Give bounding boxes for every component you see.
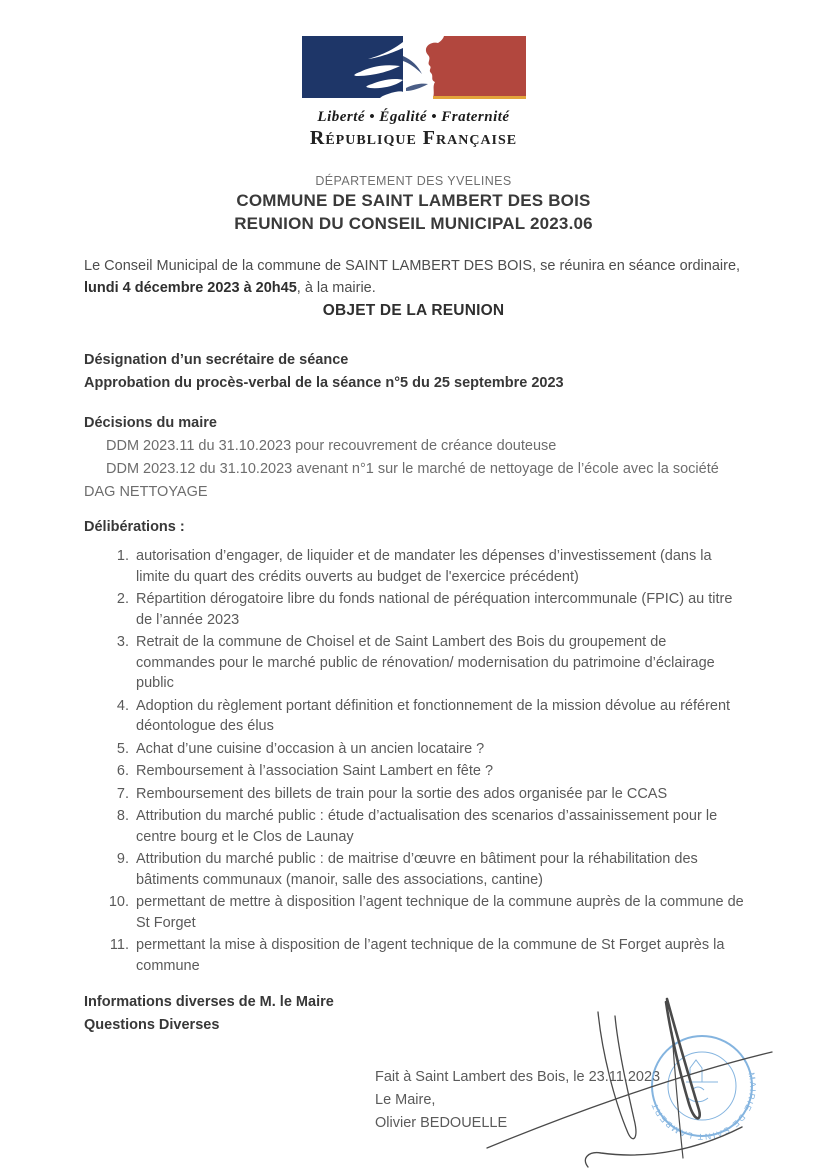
deliberation-item: 1. autorisation d’engager, de liquider et de mandater les dépenses d’investissement (dans la limite du quart des crédits ouverts au budget de l'exercice précédent) <box>133 546 745 587</box>
secretary-line: Désignation d’un secrétaire de séance <box>84 352 349 368</box>
deliberation-item: 4. Adoption du règlement portant définition et fonctionnement de la mission dévolue au référent déontologue des élus <box>133 696 745 737</box>
meeting-title: REUNION DU CONSEIL MUNICIPAL 2023.06 <box>234 214 593 233</box>
deliberation-item: 3. Retrait de la commune de Choisel et de Saint Lambert des Bois du groupement de commandes pour le marché public de rénovation/ modernisation du patrimoine d’éclairage public <box>133 632 745 694</box>
signature-role: Le Maire, <box>375 1092 436 1108</box>
deliberation-item: 10. permettant de mettre à disposition l’agent technique de la commune auprès de la commune de St Forget <box>133 892 745 933</box>
decision-item: DDM 2023.12 du 31.10.2023 avenant n°1 sur le marché de nettoyage de l’école avec la société DAG NETTOYAGE <box>84 461 719 500</box>
deliberation-item: 7. Remboursement des billets de train pour la sortie des ados organisée par le CCAS <box>133 784 745 805</box>
handwritten-signature <box>487 999 772 1167</box>
department-title: DÉPARTEMENT DES YVELINES <box>315 174 512 188</box>
decisions-section <box>84 412 745 504</box>
intro-text-after: , à la mairie. <box>296 280 376 296</box>
mairie-stamp <box>649 1036 758 1142</box>
stamp-arc-text: MAIRIE DE SAINT LAMBERT <box>648 1071 759 1143</box>
signature-name: Olivier BEDOUELLE <box>375 1115 508 1131</box>
preliminaries <box>84 349 745 395</box>
informations-line: Informations diverses de M. le Maire <box>84 994 334 1010</box>
intro-date-bold: lundi 4 décembre 2023 à 20h45 <box>84 280 297 296</box>
object-title: OBJET DE LA REUNION <box>322 302 505 319</box>
commune-title: COMMUNE DE SAINT LAMBERT DES BOIS <box>236 191 591 210</box>
questions-line: Questions Diverses <box>84 1017 220 1033</box>
republic-name: République Française <box>309 127 518 149</box>
french-republic-logo <box>302 36 526 100</box>
approbation-line: Approbation du procès-verbal de la séance n°5 du 25 septembre 2023 <box>84 375 564 391</box>
deliberation-item: 11. permettant la mise à disposition de l’agent technique de la commune de St Forget auprès la commune <box>133 935 745 976</box>
motto-text: Liberté • Égalité • Fraternité <box>317 109 510 125</box>
decision-item: DDM 2023.11 du 31.10.2023 pour recouvrement de créance douteuse <box>106 438 557 454</box>
deliberations-title: Délibérations : <box>84 519 185 535</box>
deliberation-item: 8. Attribution du marché public : étude d’actualisation des scenarios d’assainissement pour le centre bourg et le Clos de Launay <box>133 806 745 847</box>
deliberation-item: 9. Attribution du marché public : de maitrise d’œuvre en bâtiment pour la réhabilitation des bâtiments communaux (manoir, salle des associations, cantine) <box>133 849 745 890</box>
deliberations-list <box>84 546 745 976</box>
deliberation-item: 6. Remboursement à l’association Saint Lambert en fête ? <box>133 761 745 782</box>
decisions-title: Décisions du maire <box>84 415 217 431</box>
deliberation-item: 5. Achat d’une cuisine d’occasion à un ancien locataire ? <box>133 739 745 760</box>
deliberation-item: 2. Répartition dérogatoire libre du fonds national de péréquation intercommunale (FPIC) au titre de l’année 2023 <box>133 589 745 630</box>
signature-place-date: Fait à Saint Lambert des Bois, le 23.11.2023 <box>375 1069 661 1085</box>
republic-header <box>0 0 827 150</box>
intro-text-before: Le Conseil Municipal de la commune de SAINT LAMBERT DES BOIS, se réunira en séance ordinaire, <box>84 258 741 274</box>
intro-paragraph <box>84 255 745 299</box>
signature-and-stamp-art <box>450 986 827 1169</box>
document-titles <box>0 174 827 234</box>
